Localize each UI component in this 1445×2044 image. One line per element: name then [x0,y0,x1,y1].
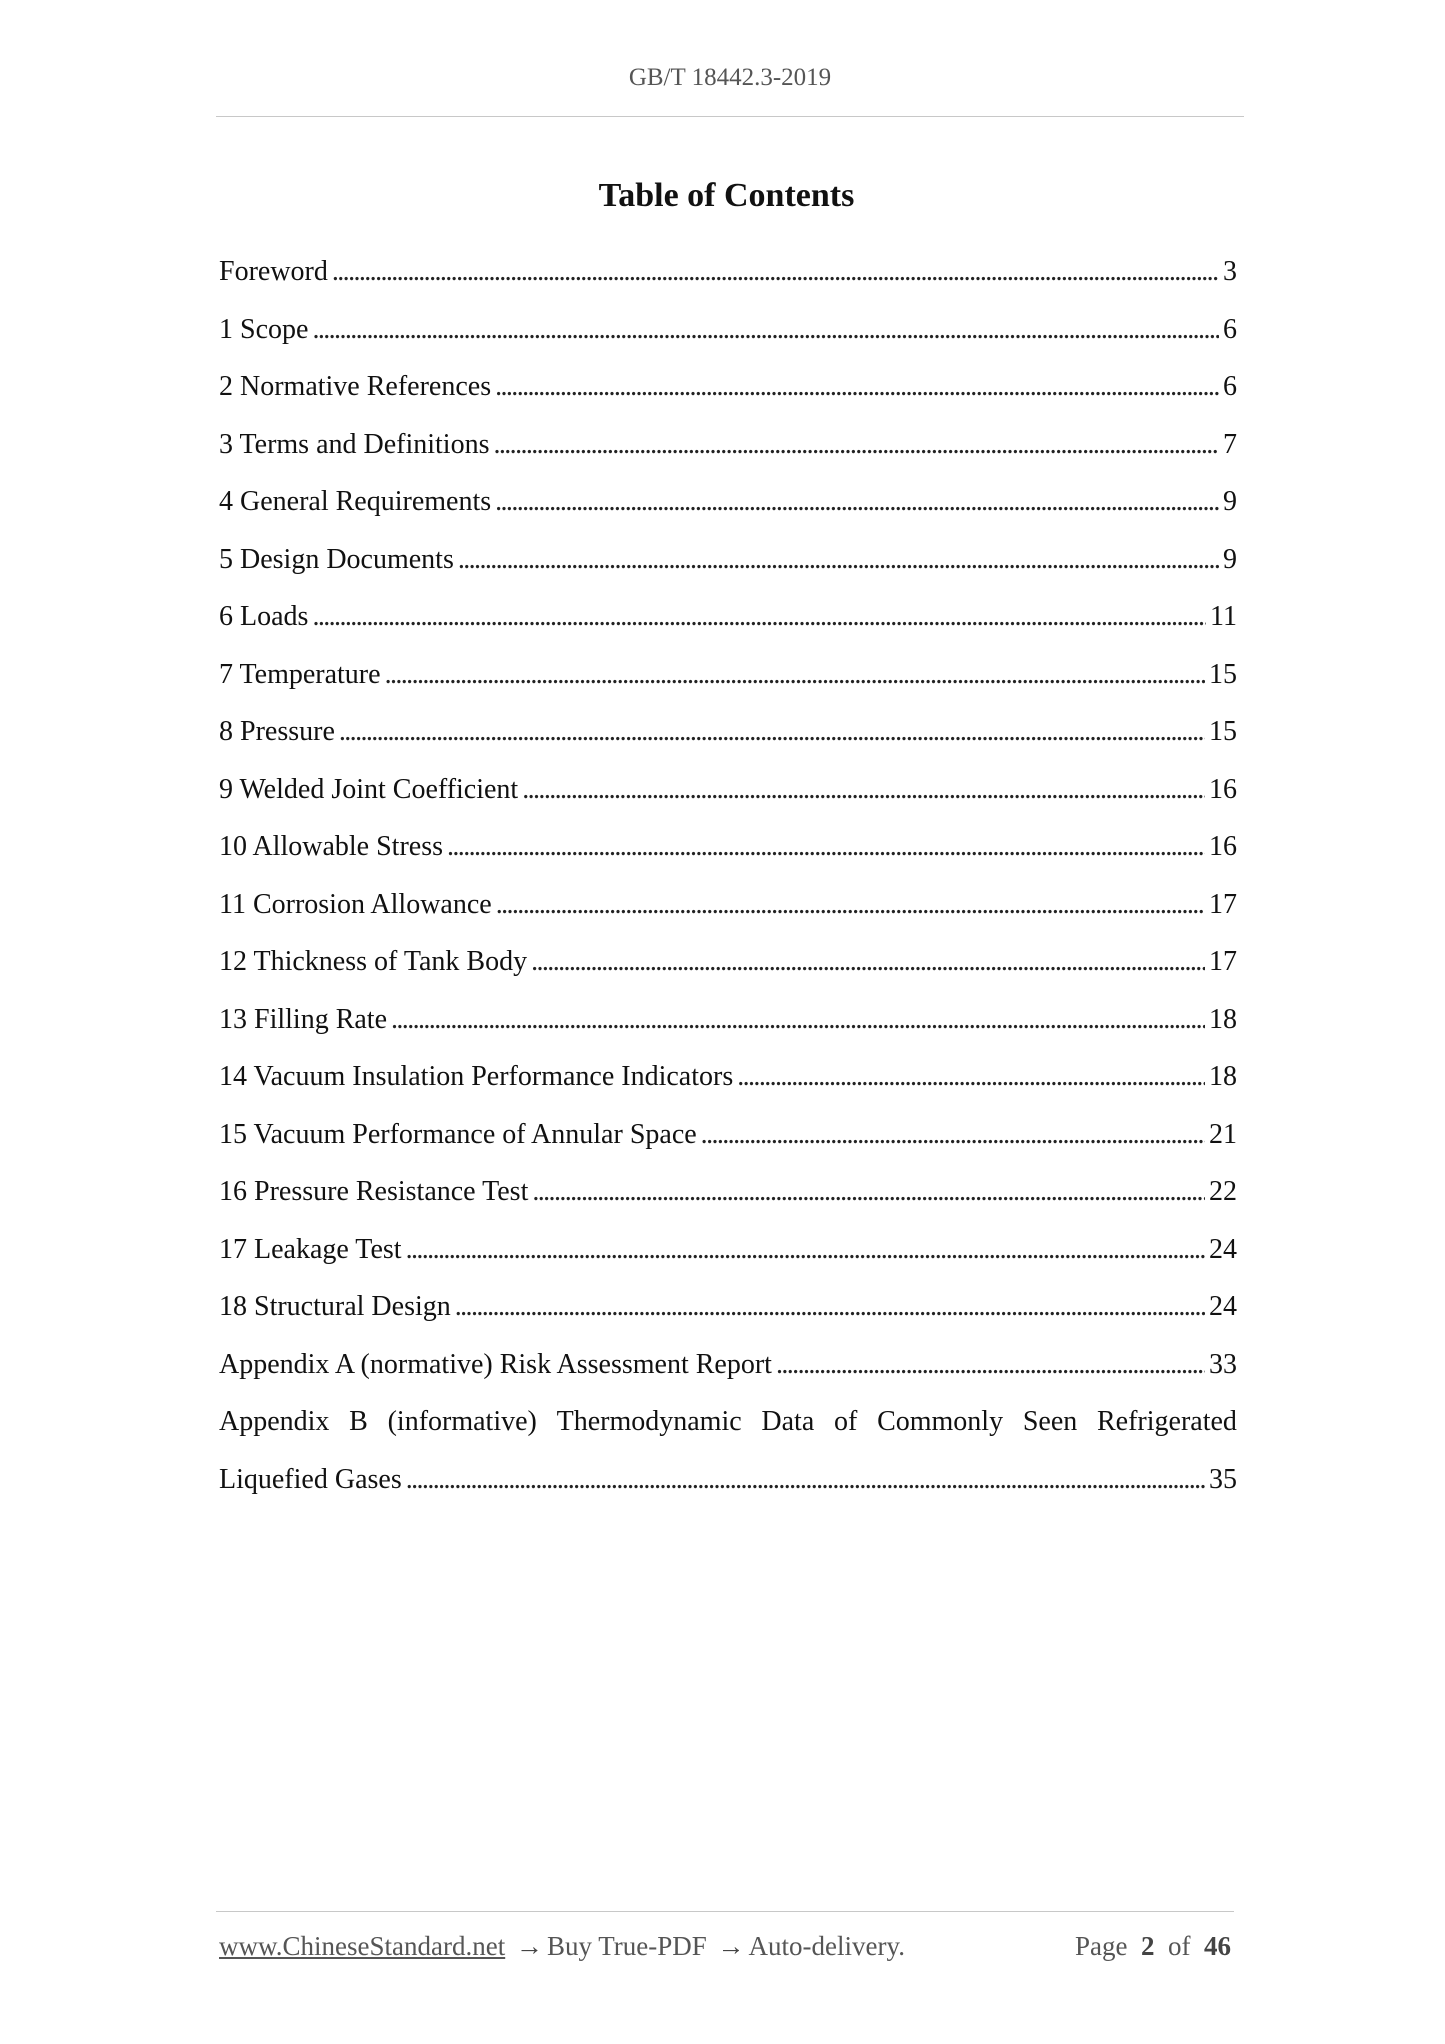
toc-entry-word: Appendix [219,1406,330,1437]
toc-entry-page: 6 [1223,371,1237,402]
footer-promo [219,1931,905,1962]
page-footer [219,1931,1231,1962]
toc-entry-page: 22 [1209,1176,1237,1207]
toc-entry[interactable] [219,588,1237,646]
toc-entry-title: 1 Scope [219,313,309,345]
toc-entry-title: 10 Allowable Stress [219,831,443,862]
toc-entry-title: 18 Structural Design [219,1291,451,1322]
toc-entry[interactable] [219,933,1237,991]
toc-list [219,243,1237,1508]
toc-entry-page: 7 [1223,428,1237,460]
dot-leader [406,1451,1205,1509]
dot-leader [495,473,1219,531]
toc-entry-title: 9 Welded Joint Coefficient [219,773,519,805]
toc-entry-title: 17 Leakage Test [219,1233,402,1265]
toc-entry[interactable] [219,1278,1237,1336]
page-indicator [1075,1931,1231,1962]
page-header: GB/T 18442.3-2019 [628,64,832,91]
dot-leader [391,991,1205,1049]
toc-title: Table of Contents [598,177,855,214]
toc-entry-word: Thermodynamic [556,1406,742,1437]
toc-entry-page: 35 [1209,1463,1237,1495]
toc-entry-title: 3 Terms and Definitions [219,428,490,460]
dot-leader [493,416,1219,474]
toc-entry-title: 7 Temperature [219,658,381,690]
toc-entry-word: (informative) [387,1406,537,1437]
toc-entry-word: Seen [1022,1406,1078,1437]
toc-entry-page: 17 [1209,946,1237,977]
toc-entry-title: 8 Pressure [219,716,335,747]
arrow-right-icon: → [515,1931,543,1961]
toc-entry-page: 21 [1209,1118,1237,1150]
toc-entry-page: 9 [1223,543,1237,575]
toc-entry[interactable] [219,531,1237,589]
toc-entry-word: B [349,1406,368,1437]
dot-leader [406,1221,1205,1279]
toc-entry-page: 16 [1209,773,1237,805]
toc-entry[interactable] [219,473,1237,531]
dot-leader [532,1163,1205,1221]
toc-entry[interactable] [219,358,1237,416]
page-label: Page [1075,1931,1128,1961]
page-total: 46 [1204,1931,1231,1961]
toc-entry-title: 15 Vacuum Performance of Annular Space [219,1118,697,1150]
arrow-right-icon: → [717,1931,745,1961]
toc-entry-title: 5 Design Documents [219,543,454,575]
toc-entry-title: 13 Filling Rate [219,1003,387,1035]
dot-leader [496,876,1205,934]
dot-leader [737,1048,1205,1106]
toc-entry[interactable] [219,416,1237,474]
toc-entry-page: 18 [1209,1003,1237,1035]
toc-entry-title: 2 Normative References [219,371,492,402]
toc-entry[interactable] [219,991,1237,1049]
toc-entry-title: 6 Loads [219,601,309,632]
toc-entry-page: 33 [1209,1348,1237,1380]
toc-entry-title: 14 Vacuum Insulation Performance Indicators [219,1061,734,1092]
toc-entry[interactable] [219,1163,1237,1221]
footer-buy-text: Buy True-PDF [546,1931,707,1961]
toc-entry[interactable] [219,243,1237,301]
dot-leader [312,301,1219,359]
dot-leader [495,358,1219,416]
toc-entry-page: 24 [1209,1233,1237,1265]
dot-leader [339,703,1205,761]
toc-entry[interactable] [219,818,1237,876]
dot-leader [458,531,1219,589]
toc-entry-word: Commonly [877,1406,1004,1437]
toc-entry-page: 15 [1209,716,1237,747]
toc-entry-page: 16 [1209,831,1237,862]
toc-entry-page: 24 [1209,1291,1237,1322]
dot-leader [455,1278,1205,1336]
toc-entry-title: 11 Corrosion Allowance [219,888,492,920]
footer-delivery-text: Auto-delivery. [748,1931,905,1961]
page-of: of [1168,1931,1191,1961]
toc-entry[interactable] [219,761,1237,819]
toc-entry[interactable] [219,703,1237,761]
dot-leader [531,933,1205,991]
dot-leader [385,646,1205,704]
footer-link[interactable]: www.ChineseStandard.net [219,1931,506,1961]
toc-entry[interactable] [219,876,1237,934]
toc-entry-page: 6 [1223,313,1237,345]
toc-entry-title: 4 General Requirements [219,486,492,517]
toc-entry-title: 12 Thickness of Tank Body [219,946,528,977]
toc-entry-appendix-b-line2[interactable] [219,1451,1237,1509]
toc-entry[interactable] [219,301,1237,359]
toc-entry-page: 18 [1209,1061,1237,1092]
toc-entry-appendix-b-line1[interactable] [219,1393,1237,1451]
toc-entry-page: 15 [1209,658,1237,690]
toc-entry[interactable] [219,1336,1237,1394]
dot-leader [776,1336,1205,1394]
toc-entry-title: Appendix A (normative) Risk Assessment Report [219,1348,772,1380]
toc-entry-word: of [834,1406,858,1437]
header-divider [216,116,1244,117]
dot-leader [522,761,1205,819]
page-current: 2 [1141,1931,1155,1961]
toc-entry-title: 16 Pressure Resistance Test [219,1176,529,1207]
dot-leader [332,243,1219,301]
toc-entry-word: Refrigerated [1096,1406,1237,1437]
toc-entry-title: Foreword [219,256,328,287]
toc-entry-page: 3 [1223,256,1237,287]
toc-entry-page: 17 [1209,888,1237,920]
dot-leader [312,588,1206,646]
dot-leader [701,1106,1205,1164]
dot-leader [447,818,1205,876]
toc-entry[interactable] [219,1048,1237,1106]
footer-divider [216,1911,1234,1912]
toc-entry-page: 11 [1210,601,1237,632]
toc-entry-page: 9 [1223,486,1237,517]
toc-entry[interactable] [219,1106,1237,1164]
toc-entry[interactable] [219,646,1237,704]
toc-entry-title: Liquefied Gases [219,1463,402,1495]
toc-entry-word: Data [761,1406,815,1437]
toc-entry[interactable] [219,1221,1237,1279]
